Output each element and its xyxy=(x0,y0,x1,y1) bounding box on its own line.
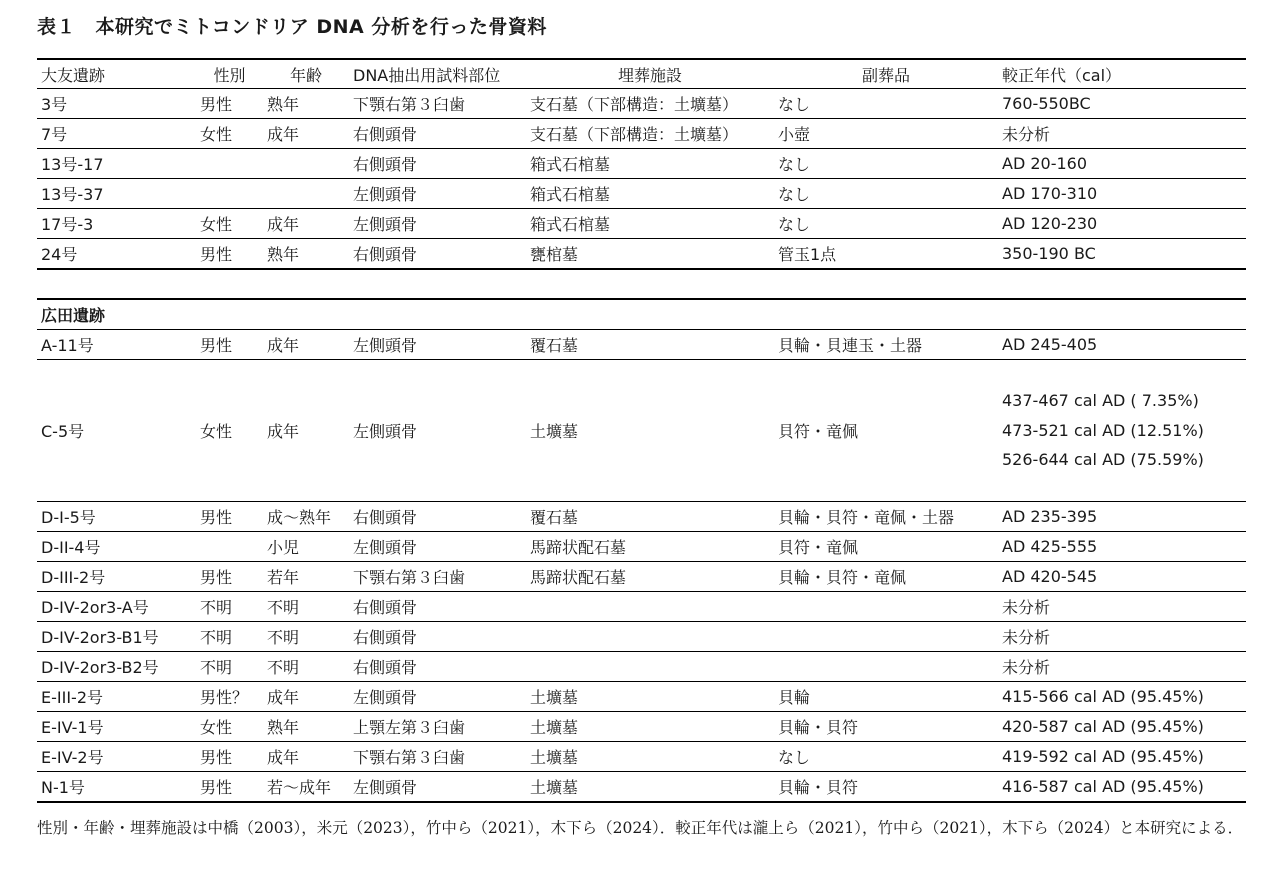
section-spacer xyxy=(37,269,1246,299)
cell-id: A-11号 xyxy=(41,336,94,355)
cell-part: 下顎右第３臼歯 xyxy=(353,748,466,767)
section-title-row xyxy=(37,299,1246,330)
table-row xyxy=(37,239,1246,270)
table-row xyxy=(37,682,1246,712)
cell-sex xyxy=(196,149,263,179)
cell-sex: 女性 xyxy=(200,422,233,441)
cell-age: 熟年 xyxy=(267,95,300,114)
cell-id: 13号-17 xyxy=(41,155,104,174)
table-row xyxy=(37,742,1246,772)
cell-date: 350-190 BC xyxy=(1002,244,1096,263)
cell-goods: なし xyxy=(778,155,811,174)
table-row xyxy=(37,179,1246,209)
cell-date: AD 235-395 xyxy=(1002,507,1098,526)
table-row xyxy=(37,712,1246,742)
header-age: 年齢 xyxy=(263,59,349,89)
cell-part: 右側頭骨 xyxy=(353,598,418,617)
cell-date: AD 170-310 xyxy=(1002,184,1098,203)
cell-goods: 貝輪・貝連玉・土器 xyxy=(778,336,923,355)
cell-burial xyxy=(526,652,774,682)
cell-sex: 男性 xyxy=(200,245,233,264)
cell-part: 左側頭骨 xyxy=(353,778,418,797)
cell-age: 熟年 xyxy=(267,245,300,264)
cell-age xyxy=(263,149,349,179)
table-note: 性別・年齢・埋葬施設は中橋（2003），米元（2023），竹中ら（2021），木下ら（2024）．較正年代は瀧上ら（2021），竹中ら（2021），木下ら（2024）と本研究による． xyxy=(37,819,1244,837)
cell-goods: 貝輪・貝符 xyxy=(778,778,859,797)
cell-burial: 土壙墓 xyxy=(530,748,579,767)
cell-id: D-IV-2or3-A号 xyxy=(41,598,149,617)
cell-goods: なし xyxy=(778,95,811,114)
table-row xyxy=(37,622,1246,652)
cell-burial: 馬蹄状配石墓 xyxy=(530,568,627,587)
table-row xyxy=(37,149,1246,179)
cell-part: 右側頭骨 xyxy=(353,658,418,677)
cell-age: 小児 xyxy=(267,538,300,557)
cell-id: C-5号 xyxy=(41,422,85,441)
cell-age: 成年 xyxy=(267,422,300,441)
cell-burial: 土壙墓 xyxy=(530,688,579,707)
cell-id: D-II-4号 xyxy=(41,538,101,557)
table-row xyxy=(37,330,1246,360)
cell-part: 右側頭骨 xyxy=(353,155,418,174)
cell-date: AD 245-405 xyxy=(1002,335,1098,354)
header-goods: 副葬品 xyxy=(774,59,998,89)
cell-date: AD 420-545 xyxy=(1002,567,1098,586)
cell-age: 成年 xyxy=(267,688,300,707)
table-row xyxy=(37,562,1246,592)
cell-age: 不明 xyxy=(267,658,300,677)
cell-burial: 覆石墓 xyxy=(530,508,579,527)
cell-id: 3号 xyxy=(41,95,68,114)
cell-burial xyxy=(526,592,774,622)
cell-sex: 女性 xyxy=(200,718,233,737)
cell-age: 不明 xyxy=(267,598,300,617)
date-line: 526-644 cal AD (75.59%) xyxy=(1002,450,1204,470)
cell-goods: なし xyxy=(778,215,811,234)
table-row xyxy=(37,592,1246,622)
cell-sex: 不明 xyxy=(200,628,233,647)
cell-goods xyxy=(774,622,998,652)
cell-part: 右側頭骨 xyxy=(353,125,418,144)
header-row xyxy=(37,59,1246,89)
header-site: 大友遺跡 xyxy=(37,59,196,89)
cell-date: 416-587 cal AD (95.45%) xyxy=(1002,777,1204,796)
header-date: 較正年代（cal） xyxy=(998,59,1246,89)
cell-date: 419-592 cal AD (95.45%) xyxy=(1002,747,1204,766)
cell-burial: 甕棺墓 xyxy=(530,245,579,264)
cell-id: D-IV-2or3-B2号 xyxy=(41,658,159,677)
cell-sex xyxy=(196,532,263,562)
cell-sex: 男性 xyxy=(200,336,233,355)
bone-sample-table xyxy=(37,58,1246,803)
cell-id: E-IV-1号 xyxy=(41,718,104,737)
cell-id: 24号 xyxy=(41,245,78,264)
cell-date: 420-587 cal AD (95.45%) xyxy=(1002,717,1204,736)
table-row xyxy=(37,772,1246,803)
cell-goods: 貝符・竜佩 xyxy=(778,538,859,557)
header-part: DNA抽出用試料部位 xyxy=(349,59,526,89)
cell-id: 13号-37 xyxy=(41,185,104,204)
cell-id: N-1号 xyxy=(41,778,85,797)
date-line: 473-521 cal AD (12.51%) xyxy=(1002,420,1204,440)
cell-burial: 箱式石棺墓 xyxy=(530,185,611,204)
cell-goods: なし xyxy=(778,748,811,767)
cell-part: 下顎右第３臼歯 xyxy=(353,95,466,114)
cell-part: 左側頭骨 xyxy=(353,336,418,355)
table-row xyxy=(37,652,1246,682)
cell-part: 右側頭骨 xyxy=(353,628,418,647)
cell-date: 未分析 xyxy=(1002,658,1051,677)
cell-sex: 女性 xyxy=(200,215,233,234)
cell-id: 17号-3 xyxy=(41,215,94,234)
cell-sex: 男性 xyxy=(200,508,233,527)
cell-date: AD 425-555 xyxy=(1002,537,1098,556)
cell-goods: 貝輪・貝符・竜佩 xyxy=(778,568,907,587)
cell-goods xyxy=(774,652,998,682)
cell-sex: 女性 xyxy=(200,125,233,144)
hirota-section xyxy=(37,269,1246,802)
cell-part: 左側頭骨 xyxy=(353,185,418,204)
cell-age: 熟年 xyxy=(267,718,300,737)
cell-part: 左側頭骨 xyxy=(353,688,418,707)
cell-burial: 土壙墓 xyxy=(530,718,579,737)
cell-goods: 小壺 xyxy=(778,125,811,144)
cell-age xyxy=(263,179,349,209)
cell-id: 7号 xyxy=(41,125,68,144)
cell-part: 左側頭骨 xyxy=(353,538,418,557)
date-line: 437-467 cal AD ( 7.35%) xyxy=(1002,391,1199,411)
cell-sex: 男性 xyxy=(200,778,233,797)
cell-date: 未分析 xyxy=(1002,628,1051,647)
section-title-hirota: 広田遺跡 xyxy=(41,306,106,325)
cell-age: 若～成年 xyxy=(267,778,332,797)
cell-id: D-III-2号 xyxy=(41,568,106,587)
cell-goods xyxy=(774,592,998,622)
cell-part: 下顎右第３臼歯 xyxy=(353,568,466,587)
cell-part: 右側頭骨 xyxy=(353,508,418,527)
cell-goods: 貝輪・貝符 xyxy=(778,718,859,737)
table-row xyxy=(37,360,1246,502)
cell-part: 右側頭骨 xyxy=(353,245,418,264)
cell-sex: 不明 xyxy=(200,598,233,617)
cell-date: 760-550BC xyxy=(1002,94,1091,113)
cell-age: 不明 xyxy=(267,628,300,647)
cell-age: 成年 xyxy=(267,125,300,144)
cell-sex: 不明 xyxy=(200,658,233,677)
cell-sex: 男性？ xyxy=(200,688,249,707)
cell-date: 未分析 xyxy=(1002,125,1051,144)
cell-part: 左側頭骨 xyxy=(353,422,418,441)
cell-burial: 覆石墓 xyxy=(530,336,579,355)
cell-goods: 貝輪・貝符・竜佩・土器 xyxy=(778,508,955,527)
table-row xyxy=(37,532,1246,562)
table-row xyxy=(37,209,1246,239)
cell-burial: 馬蹄状配石墓 xyxy=(530,538,627,557)
otomo-section xyxy=(37,89,1246,270)
cell-age: 成年 xyxy=(267,336,300,355)
cell-id: E-IV-2号 xyxy=(41,748,104,767)
cell-id: D-IV-2or3-B1号 xyxy=(41,628,159,647)
table-row xyxy=(37,89,1246,119)
cell-goods: 管玉1点 xyxy=(778,245,837,264)
cell-goods: 貝符・竜佩 xyxy=(778,422,859,441)
cell-sex: 男性 xyxy=(200,748,233,767)
cell-burial: 土壙墓 xyxy=(530,778,579,797)
cell-age: 成～熟年 xyxy=(267,508,332,527)
cell-date xyxy=(998,360,1246,502)
cell-id: D-I-5号 xyxy=(41,508,96,527)
cell-date: AD 120-230 xyxy=(1002,214,1098,233)
cell-goods: 貝輪 xyxy=(778,688,811,707)
cell-part: 左側頭骨 xyxy=(353,215,418,234)
table-row xyxy=(37,502,1246,532)
header-sex: 性別 xyxy=(196,59,263,89)
cell-burial: 支石墓（下部構造：土壙墓） xyxy=(530,125,739,144)
table-title: 表１ 本研究でミトコンドリア DNA 分析を行った骨資料 xyxy=(37,16,547,38)
cell-goods: なし xyxy=(778,185,811,204)
cell-date: 415-566 cal AD (95.45%) xyxy=(1002,687,1204,706)
cell-burial xyxy=(526,622,774,652)
cell-age: 成年 xyxy=(267,748,300,767)
cell-date: AD 20-160 xyxy=(1002,154,1088,173)
cell-id: E-III-2号 xyxy=(41,688,103,707)
cell-sex: 男性 xyxy=(200,95,233,114)
header-burial: 埋葬施設 xyxy=(526,59,774,89)
table-row xyxy=(37,119,1246,149)
cell-sex: 男性 xyxy=(200,568,233,587)
cell-age: 若年 xyxy=(267,568,300,587)
cell-part: 上顎左第３臼歯 xyxy=(353,718,466,737)
cell-burial: 支石墓（下部構造：土壙墓） xyxy=(530,95,739,114)
cell-burial: 箱式石棺墓 xyxy=(530,215,611,234)
cell-date: 未分析 xyxy=(1002,598,1051,617)
cell-burial: 箱式石棺墓 xyxy=(530,155,611,174)
cell-age: 成年 xyxy=(267,215,300,234)
cell-sex xyxy=(196,179,263,209)
cell-burial: 土壙墓 xyxy=(530,422,579,441)
